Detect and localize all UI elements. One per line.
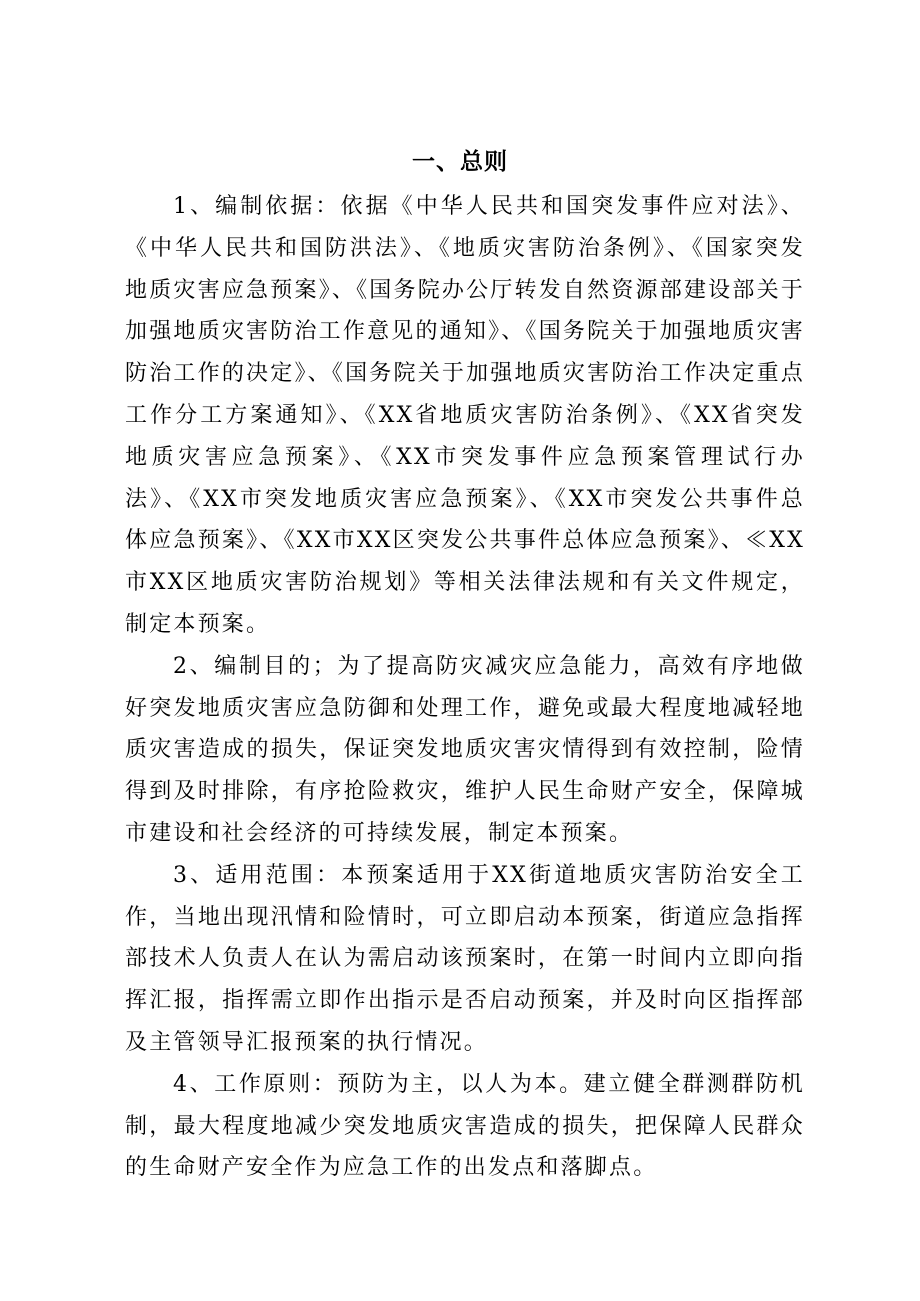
paragraph-compilation-basis: 1、编制依据：依据《中华人民共和国突发事件应对法》、《中华人民共和国防洪法》、《地质灾害防治条例》、《国家突发地质灾害应急预案》、《国务院办公厅转发自然资源部建设部关于加强地质灾害防治工作意见的通知》、《国务院关于加强地质灾害防治工作的决定》、《国务院关于加强地质灾害防治工作决定重点工作分工方案通知》、《XX省地质灾害防治条例》、《XX省突发地质灾害应急预案》、《XX市突发事件应急预案管理试行办法》、《XX市突发地质灾害应急预案》、《XX市突发公共事件总体应急预案》、《XX市XX区突发公共事件总体应急预案》、≪XX市XX区地质灾害防治规划》等相关法律法规和有关文件规定，制定本预案。	[125, 194, 805, 637]
paragraph-working-principles: 4、工作原则：预防为主，以人为本。建立健全群测群防机制，最大程度地减少突发地质灾害造成的损失，把保障人民群众的生命财产安全作为应急工作的出发点和落脚点。	[125, 1071, 805, 1181]
paragraph-compilation-purpose: 2、编制目的；为了提高防灾减灾应急能力，高效有序地做好突发地质灾害应急防御和处理工作，避免或最大程度地减轻地质灾害造成的损失，保证突发地质灾害灾情得到有效控制，险情得到及时排除，有序抢险救灾，维护人民生命财产安全，保障城市建设和社会经济的可持续发展，制定本预案。	[125, 653, 805, 846]
section-heading: 一、总则	[412, 149, 508, 175]
document-body	[125, 186, 805, 1189]
paragraph-scope-of-application: 3、适用范围：本预案适用于XX街道地质灾害防治安全工作，当地出现汛情和险情时，可立即启动本预案，街道应急指挥部技术人负责人在认为需启动该预案时，在第一时间内立即向指挥汇报，指挥需立即作出指示是否启动预案，并及时向区指挥部及主管领导汇报预案的执行情况。	[125, 862, 805, 1055]
